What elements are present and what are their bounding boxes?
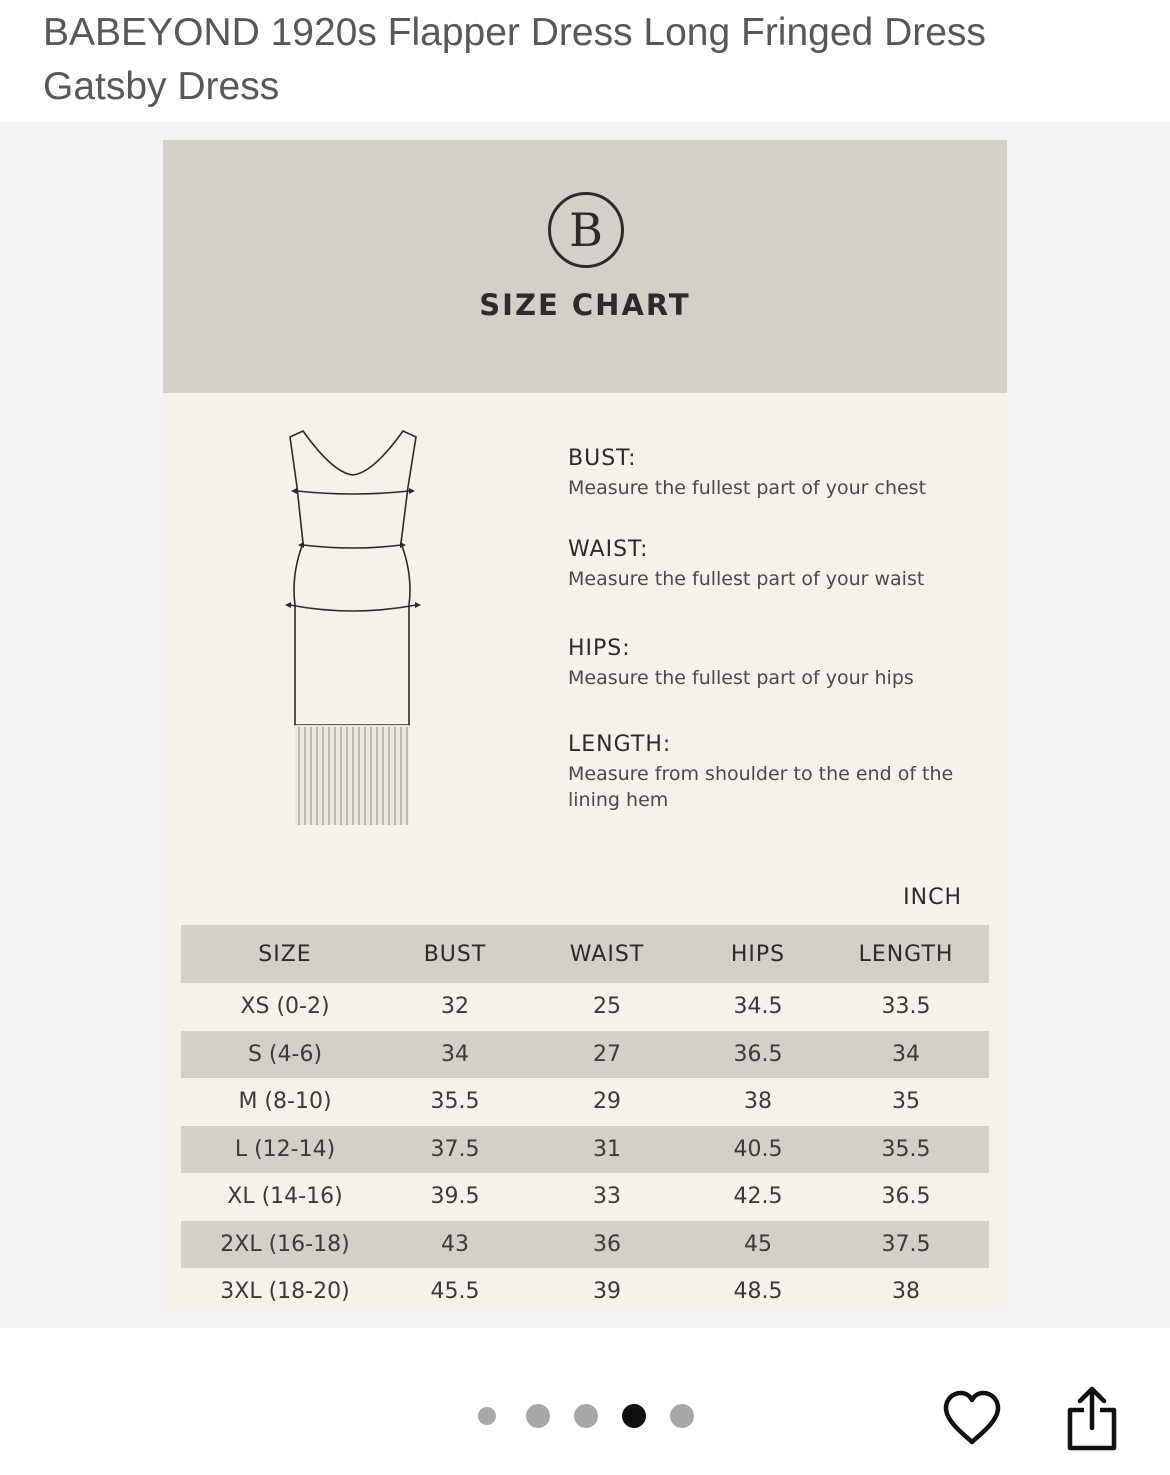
- table-cell: 32: [441, 994, 469, 1020]
- brand-logo: B: [548, 192, 624, 268]
- table-cell: 39: [593, 1279, 621, 1305]
- measure-desc: Measure from shoulder to the end of the lining hem: [568, 763, 954, 811]
- table-header-cell: BUST: [423, 941, 487, 967]
- table-cell: 2XL (16-18): [220, 1231, 350, 1257]
- table-cell: 37.5: [430, 1136, 480, 1162]
- carousel-dots: [478, 1404, 718, 1428]
- carousel-dot-active[interactable]: [622, 1404, 646, 1428]
- table-cell: 42.5: [733, 1184, 783, 1210]
- size-chart-image: [163, 140, 1007, 1310]
- table-cell: 34.5: [733, 994, 783, 1020]
- product-title: BABEYOND 1920s Flapper Dress Long Fringed Dress Gatsby Dress: [43, 11, 986, 108]
- table-row: [181, 1173, 989, 1221]
- table-cell: 40.5: [733, 1136, 783, 1162]
- table-cell: 38: [892, 1279, 920, 1305]
- measure-label: LENGTH:: [568, 732, 672, 757]
- table-cell: M (8-10): [238, 1089, 332, 1115]
- table-header-cell: HIPS: [730, 941, 786, 967]
- unit-label: INCH: [903, 885, 962, 910]
- table-header-cell: LENGTH: [858, 941, 954, 967]
- table-cell: 3XL (18-20): [220, 1279, 350, 1305]
- table-cell: XS (0-2): [240, 994, 330, 1020]
- table-cell: 35.5: [881, 1136, 931, 1162]
- table-cell: 34: [441, 1041, 469, 1067]
- measure-desc: Measure the fullest part of your hips: [568, 667, 914, 689]
- share-icon[interactable]: [1064, 1384, 1120, 1452]
- product-header: [0, 0, 1170, 122]
- table-row: [181, 1126, 989, 1174]
- measure-label: BUST:: [568, 446, 637, 471]
- table-row: [181, 1078, 989, 1126]
- table-cell: 43: [441, 1231, 469, 1257]
- table-cell: 35.5: [430, 1089, 480, 1115]
- table-cell: 35: [892, 1089, 920, 1115]
- image-footer-bar: [0, 1328, 1170, 1475]
- measure-desc: Measure the fullest part of your chest: [568, 477, 927, 499]
- table-cell: 27: [593, 1041, 621, 1067]
- heart-icon[interactable]: [940, 1386, 1004, 1450]
- table-cell: 33.5: [881, 994, 931, 1020]
- size-chart-title: SIZE CHART: [479, 288, 691, 322]
- table-cell: 39.5: [430, 1184, 480, 1210]
- table-cell: 36.5: [881, 1184, 931, 1210]
- measure-hips: [568, 635, 998, 691]
- table-row: [181, 1268, 989, 1310]
- dress-diagram-icon: [273, 425, 433, 845]
- table-cell: 45: [744, 1231, 772, 1257]
- measure-waist: [568, 536, 998, 592]
- table-cell: 31: [593, 1136, 621, 1162]
- product-image-viewer[interactable]: [0, 122, 1170, 1328]
- table-row: [181, 1221, 989, 1269]
- table-cell: 38: [744, 1089, 772, 1115]
- measure-length: [568, 731, 988, 813]
- measure-label: HIPS:: [568, 636, 631, 661]
- table-header-cell: SIZE: [258, 941, 312, 967]
- table-header-row: [181, 925, 989, 983]
- table-cell: L (12-14): [234, 1136, 336, 1162]
- table-cell: 34: [892, 1041, 920, 1067]
- carousel-dot[interactable]: [478, 1407, 496, 1425]
- table-cell: 33: [593, 1184, 621, 1210]
- table-cell: S (4-6): [247, 1041, 323, 1067]
- table-cell: XL (14-16): [227, 1184, 343, 1210]
- carousel-dot[interactable]: [574, 1404, 598, 1428]
- carousel-dot[interactable]: [526, 1404, 550, 1428]
- measure-bust: [568, 445, 998, 501]
- table-cell: 29: [593, 1089, 621, 1115]
- table-cell: 37.5: [881, 1231, 931, 1257]
- measure-label: WAIST:: [568, 537, 649, 562]
- carousel-dot[interactable]: [670, 1404, 694, 1428]
- table-cell: 25: [593, 994, 621, 1020]
- table-row: [181, 983, 989, 1031]
- table-header-cell: WAIST: [569, 941, 645, 967]
- table-row: [181, 1031, 989, 1079]
- table-cell: 36.5: [733, 1041, 783, 1067]
- table-cell: 45.5: [430, 1279, 480, 1305]
- table-cell: 36: [593, 1231, 621, 1257]
- measure-desc: Measure the fullest part of your waist: [568, 568, 925, 590]
- size-chart-header: [163, 140, 1007, 393]
- table-cell: 48.5: [733, 1279, 783, 1305]
- size-table: [181, 925, 989, 1310]
